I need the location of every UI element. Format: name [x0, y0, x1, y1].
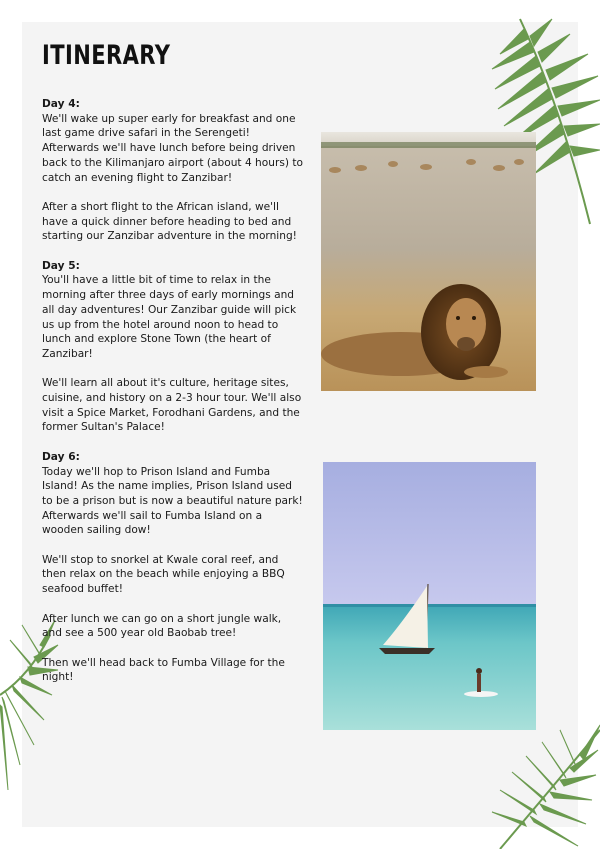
day-4-paragraph-2: After a short flight to the African island, we'll have a quick dinner before heading to bed and starting our Zanzibar adventure in the morning!	[42, 200, 297, 243]
day-6-paragraph-1: Today we'll hop to Prison Island and Fumba Island! As the name implies, Prison Island used to be a prison but is now a beautiful nature park! Afterwards we'll sail to Fumba Island on a wooden sailing dow!	[42, 465, 303, 537]
day-5-block	[42, 259, 304, 362]
lion-photo	[321, 132, 536, 391]
page-title: ITINERARY	[42, 40, 171, 71]
day-6-paragraph-2: We'll stop to snorkel at Kwale coral reef, and then relax on the beach while enjoying a BBQ seafood buffet!	[42, 553, 285, 596]
sailboat-photo	[323, 462, 536, 730]
day-6-paragraph-3: After lunch we can go on a short jungle walk, and see a 500 year old Baobab tree!	[42, 612, 282, 640]
day-6-label: Day 6:	[42, 450, 80, 463]
day-4-paragraph-1: We'll wake up super early for breakfast and one last game drive safari in the Serengeti! Afterwards we'll have lunch before being driven back to the Kilimanjaro airport (about 4 hours) to catch an evening flight to Zanzibar!	[42, 112, 303, 184]
day-4-label: Day 4:	[42, 98, 80, 110]
itinerary-text	[42, 97, 304, 700]
day-5-label: Day 5:	[42, 259, 80, 272]
day-4-block	[42, 97, 304, 185]
day-5-paragraph-1: You'll have a little bit of time to relax in the morning after three days of early mornings and all day adventures! Our Zanzibar guide will pick us up from the hotel around noon to head to lunch and explore Stone Town (the heart of Zanzibar!	[42, 274, 297, 360]
day-5-paragraph-2: We'll learn all about it's culture, heritage sites, cuisine, and history on a 2-3 hour tour. We'll also visit a Spice Market, Forodhani Gardens, and the former Sultan's Palace!	[42, 377, 302, 434]
palm-leaf-bottom-right-icon	[490, 720, 600, 849]
day-6-paragraph-4: Then we'll head back to Fumba Village for the night!	[42, 656, 285, 684]
day-6-block	[42, 450, 304, 538]
